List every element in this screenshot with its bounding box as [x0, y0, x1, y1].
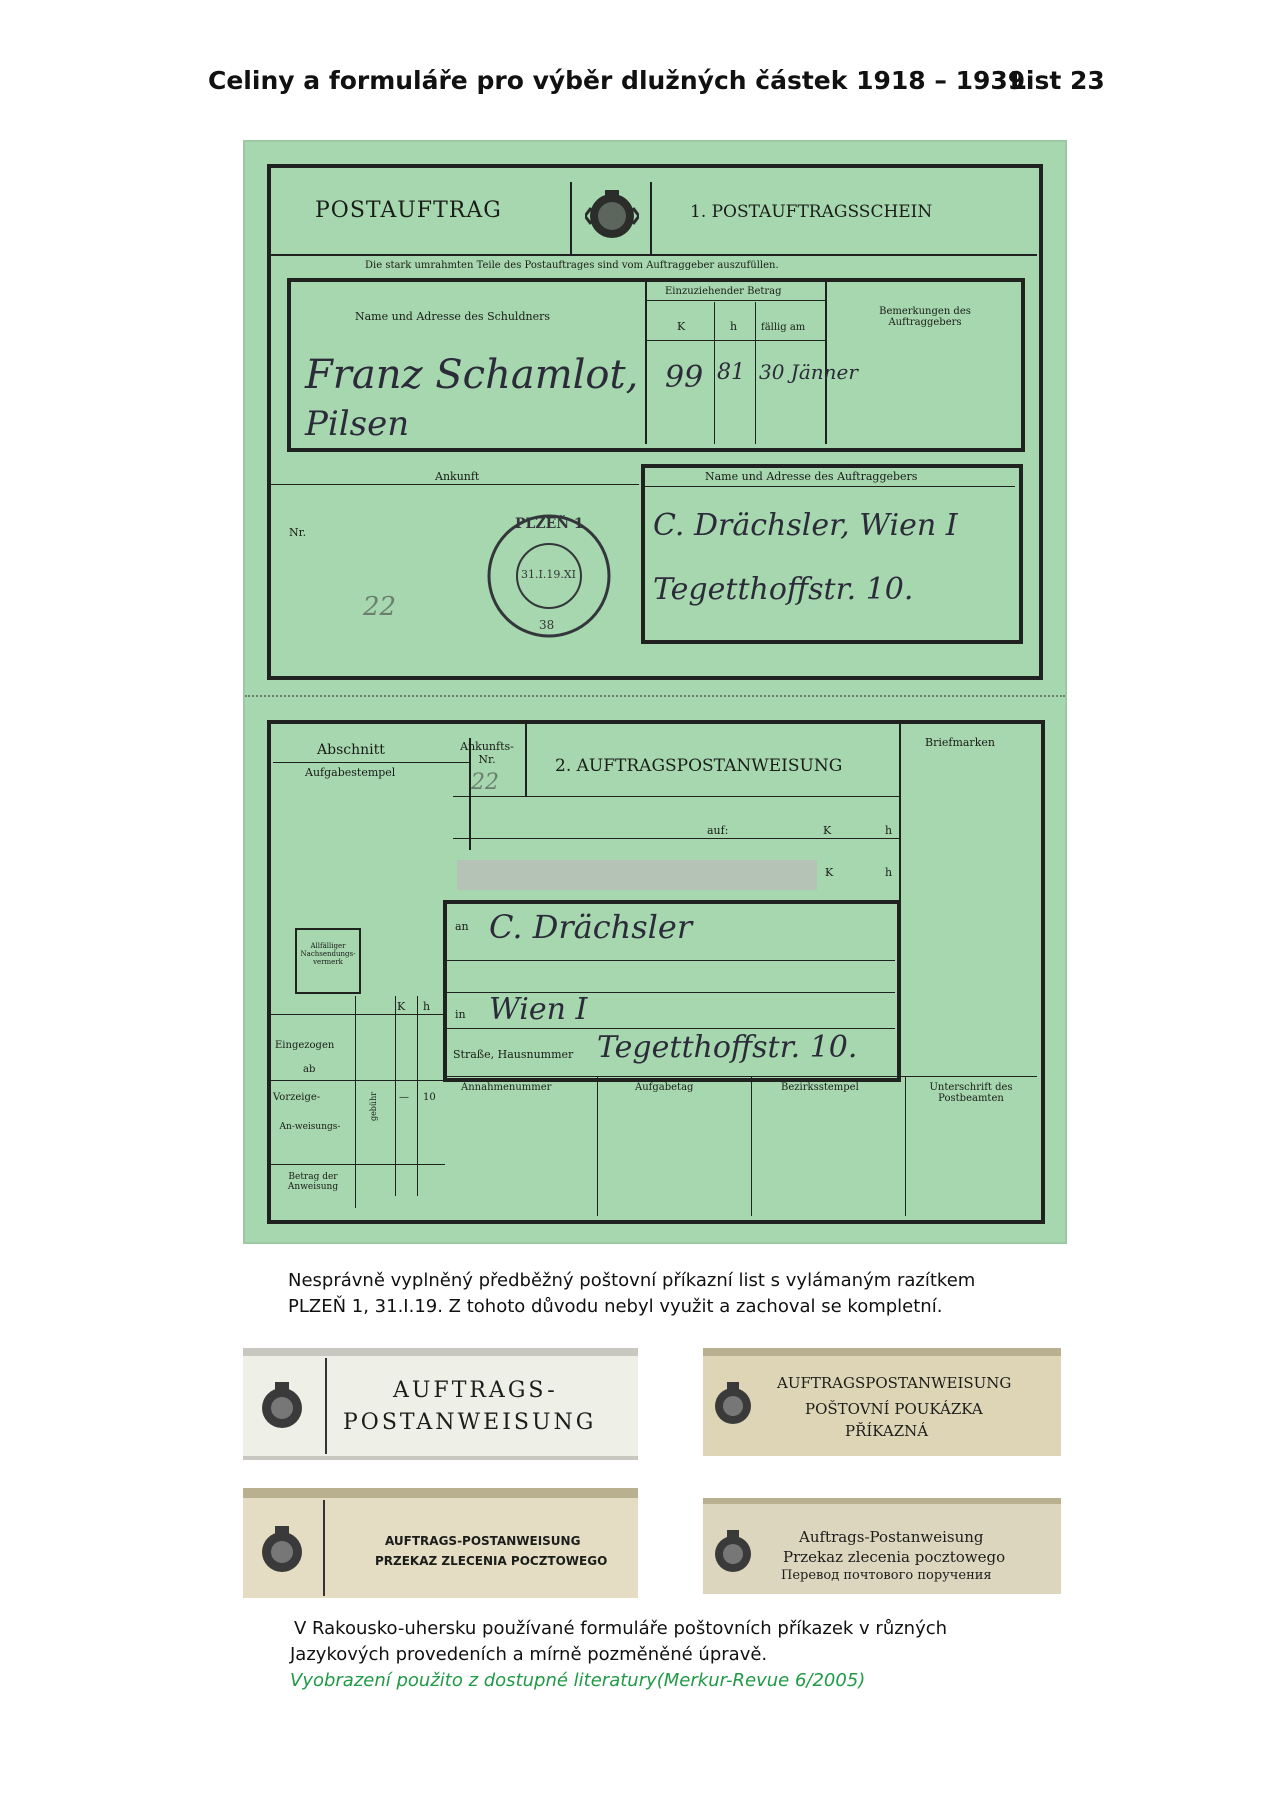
abschnitt-label: Abschnitt — [317, 742, 385, 758]
nr-value: 22 — [363, 592, 397, 622]
auf-label: auf: — [707, 824, 729, 837]
divider — [453, 796, 899, 797]
thumb1-line1: AUFTRAGS- — [393, 1378, 558, 1403]
eagle-emblem-icon — [585, 186, 639, 246]
thumbnail-auftrags-postanweisung — [243, 1348, 638, 1460]
nachsendungs-label: Allfälliger Nachsendungs-vermerk — [300, 942, 356, 966]
postauftragsschein-title: 1. POSTAUFTRAGSSCHEIN — [690, 202, 933, 222]
divider — [325, 1358, 327, 1454]
perforation-line — [245, 695, 1065, 697]
thumbnail-przekaz-zlecenia — [243, 1488, 638, 1598]
thumb4-line1: Auftrags-Postanweisung — [799, 1528, 984, 1546]
fee-k-label: K — [397, 1000, 406, 1013]
fee-h-label: h — [423, 1000, 431, 1013]
divider — [650, 182, 652, 254]
divider — [525, 724, 527, 796]
strasse-label: Straße, Hausnummer — [453, 1048, 574, 1061]
divider — [269, 1164, 445, 1165]
unterschrift-label: Unterschrift des Postbeamten — [929, 1082, 1013, 1104]
caption-2-line2: Jazykových provedeních a mírně pozměněné úpravě. — [290, 1644, 768, 1665]
aufgabestempel-label: Aufgabestempel — [305, 766, 396, 779]
divider — [323, 1500, 325, 1596]
h-label: h — [885, 824, 893, 837]
eagle-emblem-icon — [711, 1380, 755, 1430]
fee-dash: — — [399, 1092, 409, 1103]
ankunfts-nr-label: Ankunfts-Nr. — [460, 740, 514, 766]
shaded-amount-field — [457, 860, 817, 890]
divider — [273, 762, 469, 763]
caption-1-line2: PLZEŇ 1, 31.I.19. Z tohoto důvodu nebyl využit a zachoval se kompletní. — [288, 1296, 943, 1317]
nr-label: Nr. — [289, 526, 307, 539]
divider — [269, 484, 639, 485]
principal-box — [641, 464, 1023, 644]
divider — [269, 254, 1037, 256]
amount-k-value: 99 — [665, 360, 704, 395]
strasse-value: Tegetthoffstr. 10. — [597, 1030, 858, 1065]
thumb4-line2: Przekaz zlecenia pocztowego — [783, 1548, 1006, 1566]
thumb4-line3: Перевод почтового поручения — [781, 1568, 992, 1583]
anweisungs-label: An-weisungs- — [279, 1122, 341, 1132]
arrival-label: Ankunft — [435, 470, 480, 483]
in-label: in — [455, 1008, 466, 1021]
debtor-name: Franz Schamlot, — [305, 352, 639, 398]
an-label: an — [455, 920, 469, 933]
divider — [447, 1028, 895, 1029]
thumb3-line2: PRZEKAZ ZLECENIA POCZTOWEGO — [375, 1554, 608, 1568]
ankunfts-nr-value: 22 — [471, 770, 499, 795]
annahmenummer-label: Annahmenummer — [461, 1082, 552, 1093]
k-label: K — [823, 824, 832, 837]
divider — [355, 996, 356, 1208]
divider — [447, 960, 895, 961]
divider — [714, 302, 715, 444]
divider — [647, 300, 825, 301]
thumb3-line1: AUFTRAGS-POSTANWEISUNG — [385, 1534, 581, 1548]
thumb2-line3: PŘÍKAZNÁ — [845, 1422, 929, 1440]
k-label-2: K — [825, 866, 834, 879]
page-title: Celiny a formuláře pro výběr dlužných částek 1918 – 1939 — [208, 66, 1026, 95]
eagle-emblem-icon — [257, 1524, 307, 1578]
divider — [647, 340, 825, 341]
h-label-2: h — [885, 866, 893, 879]
col-due-label: fällig am — [761, 322, 806, 333]
debtor-label: Name und Adresse des Schuldners — [355, 310, 550, 323]
an-value: C. Drächsler — [489, 908, 693, 946]
caption-2-line1: V Rakousko-uhersku používané formuláře poštovních příkazek v různých — [294, 1618, 948, 1639]
ab-label: ab — [303, 1064, 316, 1075]
amount-h-value: 81 — [717, 360, 745, 385]
second-title: 2. AUFTRAGSPOSTANWEISUNG — [555, 756, 843, 776]
page-number: List 23 — [1010, 66, 1105, 95]
betrag-label: Betrag der Anweisung — [287, 1172, 339, 1192]
instruction-text: Die stark umrahmten Teile des Postauftrages sind vom Auftraggeber auszufüllen. — [365, 260, 779, 271]
bezirksstempel-label: Bezirksstempel — [781, 1082, 859, 1093]
gebuehr-label: gebühr — [369, 1091, 379, 1122]
divider — [755, 302, 756, 444]
thumbnail-cyrillic — [703, 1498, 1061, 1594]
divider — [453, 838, 899, 839]
aufgabetag-label: Aufgabetag — [635, 1082, 694, 1093]
fee-value: 10 — [423, 1092, 436, 1103]
thumb2-line2: POŠTOVNÍ POUKÁZKA — [805, 1400, 983, 1418]
eingezogen-label: Eingezogen — [275, 1040, 335, 1051]
principal-line1: C. Drächsler, Wien I — [653, 508, 958, 543]
eagle-emblem-icon — [711, 1528, 755, 1578]
divider — [570, 182, 572, 254]
remarks-label: Bemerkungen des Auftraggebers — [879, 306, 971, 328]
caption-1-line1: Nesprávně vyplněný předběžný poštovní příkazní list s vylámaným razítkem — [288, 1270, 976, 1291]
vorzeige-label: Vorzeige- — [273, 1092, 321, 1103]
divider — [597, 1076, 598, 1216]
divider — [751, 1076, 752, 1216]
postmark-place: PLZEŇ 1 — [515, 516, 584, 532]
postmark-number: 38 — [539, 618, 555, 632]
divider — [395, 996, 396, 1196]
debtor-city: Pilsen — [305, 404, 410, 444]
eagle-emblem-icon — [257, 1380, 307, 1434]
amount-label: Einzuziehender Betrag — [665, 286, 782, 297]
postauftrag-title: POSTAUFTRAG — [315, 198, 502, 223]
postauftrag-card — [243, 140, 1067, 1244]
thumb2-line1: AUFTRAGSPOSTANWEISUNG — [777, 1374, 1012, 1392]
divider — [417, 996, 418, 1196]
divider — [905, 1076, 906, 1216]
divider — [269, 1014, 445, 1015]
divider — [445, 1076, 1037, 1077]
briefmarken-label: Briefmarken — [925, 736, 995, 749]
col-k-label: K — [677, 320, 686, 333]
divider — [645, 280, 647, 444]
divider — [269, 1080, 445, 1081]
thumbnail-postovni-poukazka — [703, 1348, 1061, 1456]
col-h-label: h — [730, 320, 738, 333]
postmark-date: 31.I.19.XI — [521, 568, 577, 581]
divider — [645, 486, 1015, 487]
due-value: 30 Jänner — [759, 360, 858, 384]
principal-label: Name und Adresse des Auftraggebers — [705, 470, 918, 483]
source-note: Vyobrazení použito z dostupné literatury(Merkur-Revue 6/2005) — [290, 1670, 866, 1691]
principal-line2: Tegetthoffstr. 10. — [653, 572, 914, 607]
in-value: Wien I — [489, 992, 588, 1027]
thumb1-line2: POSTANWEISUNG — [343, 1410, 597, 1435]
